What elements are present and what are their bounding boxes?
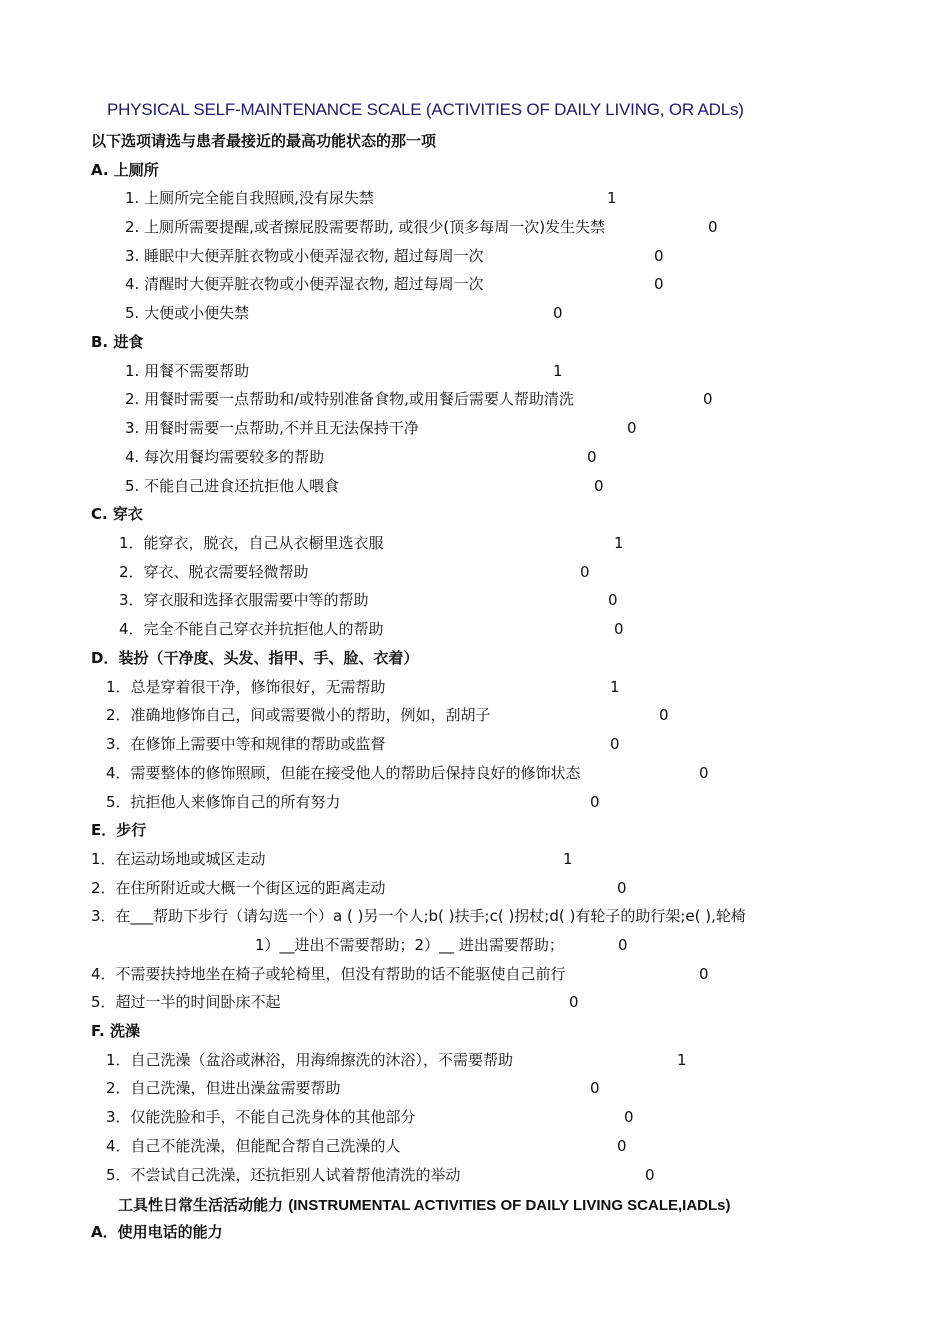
iadl-title [118, 1194, 731, 1215]
list-item: 3. 用餐时需要一点帮助,不并且无法保持干净 [125, 419, 419, 437]
list-item: 4．需要整体的修饰照顾，但能在接受他人的帮助后保持良好的修饰状态 [106, 764, 581, 782]
item-score: 0 [610, 735, 620, 753]
item-score: 0 [617, 879, 627, 897]
item-score: 0 [699, 764, 709, 782]
list-item: 2．在住所附近或大概一个街区远的距离走动 [91, 879, 386, 897]
iadl-title-cn: 工具性日常生活活动能力 [118, 1196, 284, 1214]
list-item: 4．完全不能自己穿衣并抗拒他人的帮助 [119, 620, 384, 638]
item-score: 0 [580, 563, 590, 581]
list-item: 2. 用餐时需要一点帮助和/或特别准备食物,或用餐后需要人帮助清洗 [125, 390, 574, 408]
list-item: 3．在___帮助下步行（请勾选一个）a ( )另一个人;b( )扶手;c( )拐杖;d( )有轮子的助行架;e( ),轮椅 [91, 907, 746, 925]
item-score: 0 [594, 477, 604, 495]
item-score: 0 [654, 275, 664, 293]
item-score: 0 [703, 390, 713, 408]
section-f-header: F. 洗澡 [91, 1022, 140, 1040]
item-score: 1 [553, 362, 563, 380]
section-a-header: A. 上厕所 [91, 161, 159, 179]
list-subitem: 1）__进出不需要帮助；2）__ 进出需要帮助； [255, 936, 564, 954]
item-score: 0 [708, 218, 718, 236]
list-item: 1. 用餐不需要帮助 [125, 362, 250, 380]
list-item: 5．超过一半的时间卧床不起 [91, 993, 281, 1011]
page-title: PHYSICAL SELF-MAINTENANCE SCALE (ACTIVITIES OF DAILY LIVING, OR ADLs) [107, 100, 744, 119]
list-item: 2．准确地修饰自己，间或需要微小的帮助，例如，刮胡子 [106, 706, 491, 724]
item-score: 0 [699, 965, 709, 983]
list-item: 1．在运动场地或城区走动 [91, 850, 266, 868]
list-item: 3. 睡眠中大便弄脏衣物或小便弄湿衣物, 超过每周一次 [125, 247, 484, 265]
item-score: 1 [677, 1051, 687, 1069]
item-score: 0 [587, 448, 597, 466]
item-score: 0 [645, 1166, 655, 1184]
list-item: 4．不需要扶持地坐在椅子或轮椅里，但没有帮助的话不能驱使自己前行 [91, 965, 566, 983]
item-score: 1 [563, 850, 573, 868]
section-e-header: E．步行 [91, 821, 147, 839]
iadl-section-a-header: A．使用电话的能力 [91, 1223, 223, 1241]
list-item: 5. 大便或小便失禁 [125, 304, 250, 322]
iadl-title-en: (INSTRUMENTAL ACTIVITIES OF DAILY LIVING SCALE,IADLs) [288, 1197, 731, 1214]
list-item: 4．自己不能洗澡，但能配合帮自己洗澡的人 [106, 1137, 401, 1155]
item-score: 0 [590, 1079, 600, 1097]
list-item: 1．总是穿着很干净，修饰很好，无需帮助 [106, 678, 386, 696]
section-b-header: B. 进食 [91, 333, 144, 351]
list-item: 1．自己洗澡（盆浴或淋浴，用海绵擦洗的沐浴），不需要帮助 [106, 1051, 514, 1069]
list-item: 2．穿衣、脱衣需要轻微帮助 [119, 563, 309, 581]
list-item: 5．抗拒他人来修饰自己的所有努力 [106, 793, 341, 811]
list-item: 4. 清醒时大便弄脏衣物或小便弄湿衣物, 超过每周一次 [125, 275, 484, 293]
item-score: 0 [553, 304, 563, 322]
item-score: 0 [659, 706, 669, 724]
item-score: 0 [618, 936, 628, 954]
item-score: 0 [590, 793, 600, 811]
item-score: 0 [614, 620, 624, 638]
item-score: 0 [627, 419, 637, 437]
item-score: 0 [569, 993, 579, 1011]
list-item: 1．能穿衣，脱衣，自己从衣橱里选衣服 [119, 534, 384, 552]
item-score: 0 [608, 591, 618, 609]
item-score: 1 [614, 534, 624, 552]
item-score: 1 [610, 678, 620, 696]
list-item: 4. 每次用餐均需要较多的帮助 [125, 448, 325, 466]
list-item: 1. 上厕所完全能自我照顾,没有尿失禁 [125, 189, 374, 207]
section-d-header: D．装扮（干净度、头发、指甲、手、脸、衣着） [91, 649, 419, 667]
item-score: 1 [607, 189, 617, 207]
list-item: 2．自己洗澡，但进出澡盆需要帮助 [106, 1079, 341, 1097]
section-c-header: C. 穿衣 [91, 505, 143, 523]
list-item: 3．在修饰上需要中等和规律的帮助或监督 [106, 735, 386, 753]
instruction-text: 以下选项请选与患者最接近的最高功能状态的那一项 [91, 132, 437, 150]
list-item: 3．仅能洗脸和手，不能自己洗身体的其他部分 [106, 1108, 416, 1126]
list-item: 3．穿衣服和选择衣服需要中等的帮助 [119, 591, 369, 609]
list-item: 5．不尝试自己洗澡，还抗拒别人试着帮他清洗的举动 [106, 1166, 461, 1184]
list-item: 2. 上厕所需要提醒,或者擦屁股需要帮助, 或很少(顶多每周一次)发生失禁 [125, 218, 606, 236]
list-item: 5. 不能自己进食还抗拒他人喂食 [125, 477, 340, 495]
item-score: 0 [617, 1137, 627, 1155]
item-score: 0 [624, 1108, 634, 1126]
item-score: 0 [654, 247, 664, 265]
